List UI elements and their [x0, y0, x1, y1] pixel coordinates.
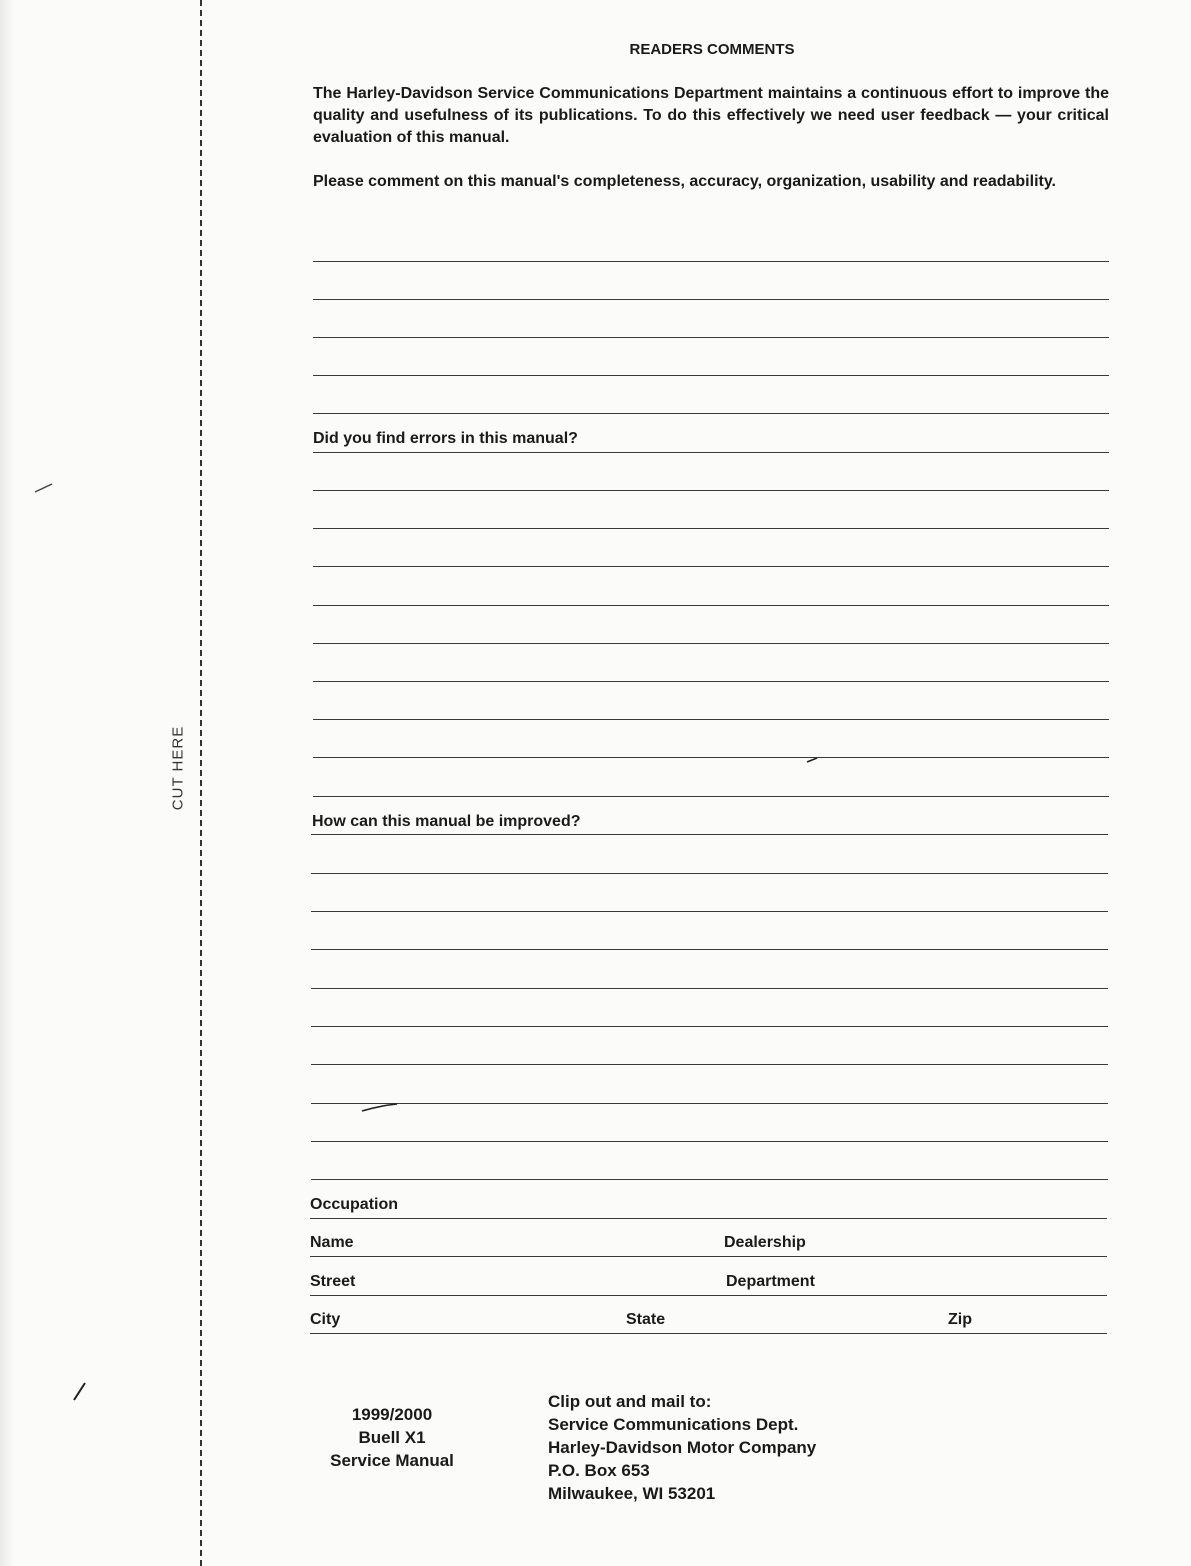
improve-line-8[interactable]	[311, 1103, 1108, 1104]
manual-model: Buell X1	[358, 1428, 426, 1447]
street-label: Street	[310, 1273, 356, 1290]
comment-line-5[interactable]	[313, 413, 1109, 414]
occupation-field[interactable]	[310, 1218, 1107, 1219]
mail-heading: Clip out and mail to:	[548, 1392, 712, 1411]
stray-pen-mark	[805, 756, 819, 764]
errors-question: Did you find errors in this manual?	[313, 430, 578, 447]
city-label: City	[310, 1311, 341, 1328]
occupation-label: Occupation	[310, 1196, 399, 1213]
name-dealership-field[interactable]	[310, 1256, 1107, 1257]
improve-line-5[interactable]	[311, 988, 1108, 989]
errors-line-3[interactable]	[313, 528, 1109, 529]
dealership-label: Dealership	[724, 1234, 806, 1251]
stray-pen-mark	[72, 1380, 88, 1402]
mail-line-2: Harley-Davidson Motor Company	[548, 1438, 817, 1457]
comment-line-3[interactable]	[313, 337, 1109, 338]
errors-line-4[interactable]	[313, 566, 1109, 567]
mailing-address	[548, 1390, 816, 1505]
improve-line-6[interactable]	[311, 1026, 1108, 1027]
stray-pen-mark	[34, 482, 54, 494]
errors-line-9[interactable]	[313, 757, 1109, 758]
improve-line-10[interactable]	[311, 1179, 1108, 1180]
zip-label: Zip	[948, 1311, 972, 1328]
comment-line-1[interactable]	[313, 261, 1109, 262]
page-title: READERS COMMENTS	[629, 41, 795, 58]
comment-line-4[interactable]	[313, 375, 1109, 376]
department-label: Department	[726, 1273, 815, 1290]
improve-line-7[interactable]	[311, 1064, 1108, 1065]
stray-pen-mark	[360, 1100, 400, 1114]
improve-line-9[interactable]	[311, 1141, 1108, 1142]
improve-question: How can this manual be improved?	[312, 813, 581, 830]
manual-type: Service Manual	[330, 1451, 454, 1470]
cut-here-label: CUT HERE	[169, 725, 187, 811]
manual-info	[322, 1403, 462, 1472]
comment-prompt: Please comment on this manual's completeness, accuracy, organization, usability and readability.	[313, 173, 1056, 190]
mail-line-3: P.O. Box 653	[548, 1461, 650, 1480]
errors-line-7[interactable]	[313, 681, 1109, 682]
mail-line-1: Service Communications Dept.	[548, 1415, 799, 1434]
cut-dashed-line	[200, 0, 202, 1566]
state-label: State	[626, 1311, 666, 1328]
improve-line-4[interactable]	[311, 949, 1108, 950]
improve-line-2[interactable]	[311, 873, 1108, 874]
manual-year: 1999/2000	[351, 1405, 433, 1424]
errors-line-6[interactable]	[313, 643, 1109, 644]
errors-line-1[interactable]	[313, 452, 1109, 453]
paper-edge-shadow	[0, 0, 14, 1566]
street-department-field[interactable]	[310, 1295, 1107, 1296]
city-state-zip-field[interactable]	[310, 1333, 1107, 1334]
mail-line-4: Milwaukee, WI 53201	[548, 1484, 716, 1503]
name-label: Name	[310, 1234, 354, 1251]
errors-line-8[interactable]	[313, 719, 1109, 720]
improve-line-1[interactable]	[311, 834, 1108, 835]
errors-line-10[interactable]	[313, 796, 1109, 797]
comment-line-2[interactable]	[313, 299, 1109, 300]
improve-line-3[interactable]	[311, 911, 1108, 912]
errors-line-5[interactable]	[313, 605, 1109, 606]
intro-paragraph: The Harley-Davidson Service Communications Department maintains a continuous effort to improve the quality and usefulness of its publications. To do this effectively we need user feedback — your critical evaluation of this manual.	[313, 85, 1109, 146]
errors-line-2[interactable]	[313, 490, 1109, 491]
